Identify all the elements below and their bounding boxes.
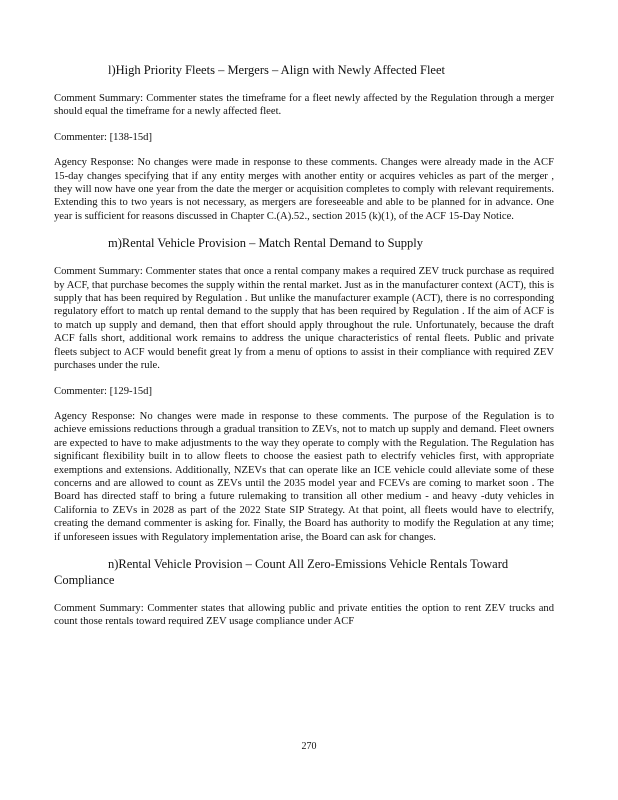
document-page bbox=[54, 62, 554, 641]
section-m-commenter: Commenter: [129-15d] bbox=[54, 385, 152, 397]
section-m-comment-summary: Comment Summary: Commenter states that once a rental company makes a required ZEV truck purchase as required by ACF, that purchase becomes the supply within the rental market. Just as in the manufacturer context (ACT), this is supply that has been required by Regulation . But unlike the manufacturer example (ACT), there is no corresponding regulatory effort to match up rental demand to the supply that has been required by Regulation . If the aim of ACF is to match up supply and demand, then that effort should apply throughout the rule. Unfortunately, because the draft ACF falls short, additional work remains to address the unique characteristics of rental fleets. Public and private fleets subject to ACF would benefit great ly from a menu of options to assist in their compliance with required ZEV purchases under the rule. bbox=[54, 266, 554, 372]
section-m-agency-response: Agency Response: No changes were made in response to these comments. The purpose of the Regulation is to achieve emissions reductions through a gradual transition to ZEVs, not to match up supply and demand. Fleet owners are expected to have to make adjustments to the way they operate to comply with the Regulation. The Regulation has significant flexibility built in to allow fleets to choose the easiest path to electrify vehicles first, with appropriate exemptions and extensions. Additionally, NZEVs that can operate like an ICE vehicle could alleviate some of these concerns and are allowed to count as ZEVs until the 2035 model year and FCEVs are coming to market soon . The Board has directed staff to bring a future rulemaking to transition all other medium - and heavy -duty vehicles in California to ZEVs in 2028 as part of the 2022 State SIP Strategy. At that point, all fleets would have to electrify, creating the demand commenter is asking for. Finally, the Board has authority to modify the Regulation at any time; if unforeseen issues with Regulatory implementation arise, the Board can ask for changes. bbox=[54, 410, 554, 543]
section-l-commenter: Commenter: [138-15d] bbox=[54, 131, 152, 143]
page-number: 270 bbox=[301, 741, 317, 752]
section-m-heading: m)Rental Vehicle Provision – Match Rental Demand to Supply bbox=[108, 236, 424, 251]
section-l-comment-summary: Comment Summary: Commenter states the timeframe for a fleet newly affected by the Regulation through a merger should equal the timeframe for a newly affected fleet. bbox=[54, 93, 554, 118]
section-n-heading: n)Rental Vehicle Provision – Count All Zero-Emissions Vehicle Rentals Toward Compliance bbox=[54, 556, 509, 587]
section-l-heading: l)High Priority Fleets – Mergers – Align with Newly Affected Fleet bbox=[108, 63, 445, 77]
section-l-agency-response: Agency Response: No changes were made in response to these comments. Changes were already made in the ACF 15-day changes specifying that if any entity merges with another entity or acquires vehicles as part of the merger , they will now have one year from the date the merger or acquisition completes to comply with relevant requirements. Extending this to two years is not necessary, as mergers are foreseeable and able to be planned for in advance. One year is sufficient for reasons discussed in Chapter C.(A).52., section 2015 (k)(1), of the ACF 15-Day Notice. bbox=[54, 157, 554, 222]
section-n-comment-summary: Comment Summary: Commenter states that allowing public and private entities the option to rent ZEV trucks and count those rentals toward required ZEV usage compliance under ACF bbox=[54, 602, 554, 628]
